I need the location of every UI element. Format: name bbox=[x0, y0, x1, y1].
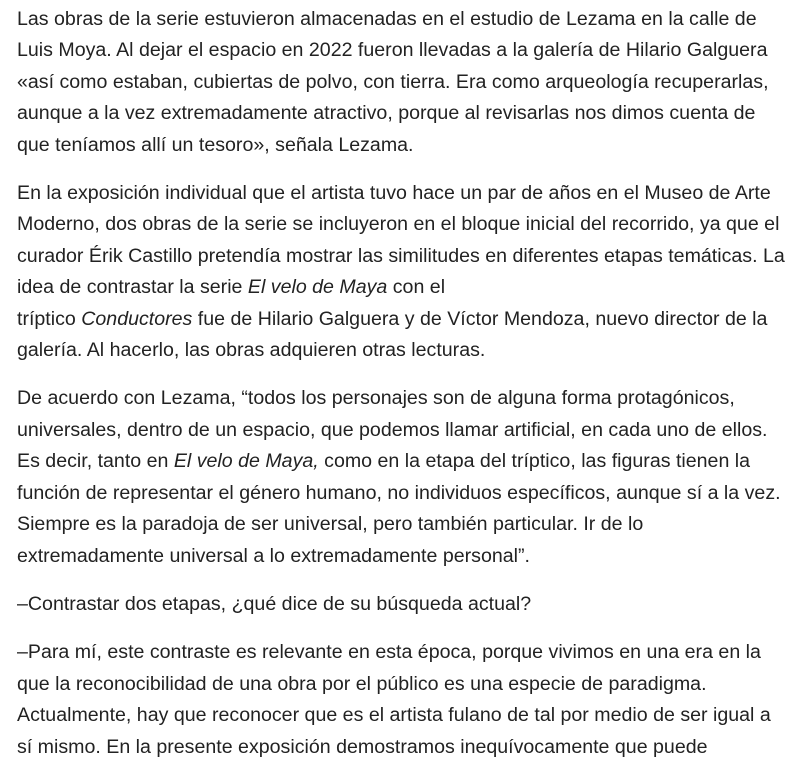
artwork-title-velo-de-maya: El velo de Maya, bbox=[173, 450, 319, 473]
paragraph-exhibition bbox=[17, 178, 788, 366]
paragraph-text: fue de Hilario Galguera y de Víctor Mendoza, nuevo director de la galería. Al hacerlo, las obras adquieren otras lecturas. bbox=[17, 307, 768, 362]
paragraph-quote bbox=[17, 383, 788, 571]
paragraph-storage bbox=[17, 4, 788, 161]
paragraph-text: como en la etapa del tríptico, las figuras tienen la función de representar el género humano, no individuos específicos, aunque sí a la vez. Siempre es la paradoja de ser universal, pero también particular. Ir de lo extremadamente universal a lo extremadamente personal”. bbox=[17, 450, 781, 567]
paragraph-text: De acuerdo con Lezama, “todos los personajes son de alguna forma protagónicos, universales, dentro de un espacio, que podemos llamar artificial, en cada uno de ellos. Es decir, tanto en bbox=[17, 387, 768, 473]
interview-answer bbox=[17, 637, 788, 763]
paragraph-text: En la exposición individual que el artista tuvo hace un par de años en el Museo de Arte Moderno, dos obras de la serie se incluyeron en el bloque inicial del recorrido, ya que el curador Érik Castillo pretendía mostrar las similitudes en diferentes etapas temáticas. La idea de contrastar la serie bbox=[17, 182, 785, 299]
interview-question bbox=[17, 589, 788, 620]
answer-text: –Para mí, este contraste es relevante en esta época, porque vivimos en una era en la que la reconocibilidad de una obra por el público es una especie de paradigma. Actualmente, hay que reconocer que es el artista fulano de tal por medio de ser igual a sí mismo. En la presente exposición demostramos inequívocamente que puede bbox=[17, 641, 771, 758]
artwork-title-velo-de-maya: El velo de Maya bbox=[247, 276, 388, 299]
question-text: –Contrastar dos etapas, ¿qué dice de su búsqueda actual? bbox=[17, 592, 532, 615]
artwork-title-conductores: Conductores bbox=[81, 307, 193, 330]
paragraph-text: con el bbox=[387, 276, 446, 299]
paragraph-text: Las obras de la serie estuvieron almacenadas en el estudio de Lezama en la calle de Luis Moya. Al dejar el espacio en 2022 fueron llevadas a la galería de Hilario Galguera «así como estaban, cubiertas de polvo, con tierra. Era como arqueología recuperarlas, aunque a la vez extremadamente atractivo, porque al revisarlas nos dimos cuenta de que teníamos allí un tesoro», señala Lezama. bbox=[17, 8, 769, 156]
paragraph-text: tríptico bbox=[17, 307, 82, 330]
